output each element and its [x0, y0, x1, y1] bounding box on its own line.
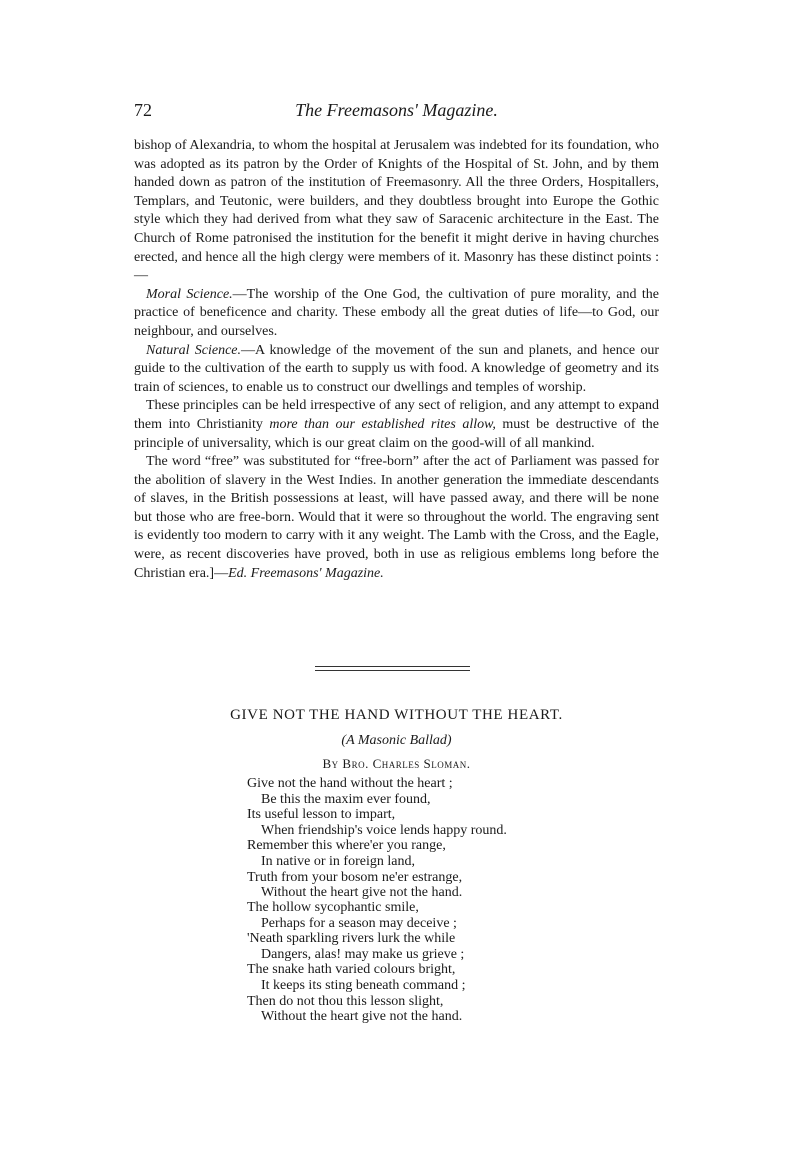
- poem-author: By Bro. Charles Sloman.: [322, 756, 471, 771]
- page-header: [134, 100, 659, 124]
- paragraph-emphasis: more than our established rites allow,: [269, 416, 496, 432]
- paragraph-text: must be destructive of the principle of universality, which is our great claim on the good-will of all mankind.: [134, 416, 659, 451]
- paragraph: [134, 342, 659, 398]
- paragraph-heading: Natural Science.: [146, 342, 241, 358]
- paragraph-heading: Moral Science.: [146, 286, 233, 302]
- poem-stanza: [247, 776, 587, 901]
- poem-line: In native or in foreign land,: [261, 853, 415, 869]
- section-divider: [315, 670, 470, 671]
- poem-subtitle: (A Masonic Ballad): [341, 733, 452, 748]
- paragraph: [134, 137, 659, 286]
- poem-line: Then do not thou this lesson slight,: [247, 993, 444, 1009]
- poem-line: Give not the hand without the heart ;: [247, 776, 453, 791]
- paragraph-text: —The worship of the One God, the cultivation of pure morality, and the practice of beneficence and charity. These embody all the great duties of life—to God, our neighbour, and ourselves.: [134, 286, 659, 339]
- poem-line: Its useful lesson to impart,: [247, 807, 396, 823]
- poem-line: Perhaps for a season may deceive ;: [261, 915, 457, 931]
- poem-line: Without the heart give not the hand.: [261, 885, 463, 901]
- article-body: [134, 137, 659, 583]
- running-title: The Freemasons' Magazine.: [295, 100, 498, 120]
- poem-line: The snake hath varied colours bright,: [247, 962, 456, 978]
- poem-line: Remember this where'er you range,: [247, 838, 446, 854]
- poem-line: It keeps its sting beneath command ;: [261, 977, 466, 993]
- poem-line: Without the heart give not the hand.: [261, 1009, 463, 1025]
- section-divider: [315, 666, 470, 667]
- paragraph-text: —A knowledge of the movement of the sun and planets, and hence our guide to the cultivation of the earth to supply us with food. A knowledge of geometry and its train of sciences, to enable us to construct our dwellings and temples of worship.: [134, 342, 659, 395]
- paragraph-text: bishop of Alexandria, to whom the hospital at Jerusalem was indebted for its foundation, who was adopted as its patron by the Order of Knights of the Hospital of St. John, and by them handed down as patron of the institution of Freemasonry. All the three Orders, Hospitallers, Templars, and Teutonic, were builders, and they doubtless brought into Europe the Gothic style which they had derived from what they saw of Saracenic architecture in the East. The Church of Rome patronised the institution for the benefit it might derive in having churches erected, and hence all the high clergy were members of it. Masonry has these distinct points :—: [134, 138, 659, 284]
- poem-title: GIVE NOT THE HAND WITHOUT THE HEART.: [230, 707, 563, 723]
- poem-stanza: [247, 900, 587, 1025]
- paragraph: [134, 397, 659, 453]
- paragraph-text: These principles can be held irrespective of any sect of religion, and any attempt to expand them into Christianity: [134, 398, 659, 432]
- poem-line: Dangers, alas! may make us grieve ;: [261, 946, 465, 962]
- poem-line: Be this the maxim ever found,: [261, 791, 431, 807]
- page-number: 72: [134, 100, 152, 120]
- poem-line: 'Neath sparkling rivers lurk the while: [247, 931, 456, 947]
- paragraph: [134, 286, 659, 342]
- paragraph-text: The word “free” was substituted for “free-born” after the act of Parliament was passed for the abolition of slavery in the West Indies. In another generation the immediate descendants of slaves, in the British possessions at least, will have passed away, and there will be none but those who are free-born. Would that it were so throughout the world. The engraving sent is evidently too modern to carry with it any weight. The Lamb with the Cross, and the Eagle, were, as recent discoveries have proved, both in use as religious emblems long before the Christian era.]—: [134, 454, 659, 581]
- editor-signature: Ed. Freemasons' Magazine.: [228, 565, 384, 581]
- paragraph: [134, 453, 659, 583]
- poem-line: When friendship's voice lends happy round.: [261, 822, 507, 838]
- poem-line: The hollow sycophantic smile,: [247, 900, 419, 915]
- poem-line: Truth from your bosom ne'er estrange,: [247, 869, 463, 885]
